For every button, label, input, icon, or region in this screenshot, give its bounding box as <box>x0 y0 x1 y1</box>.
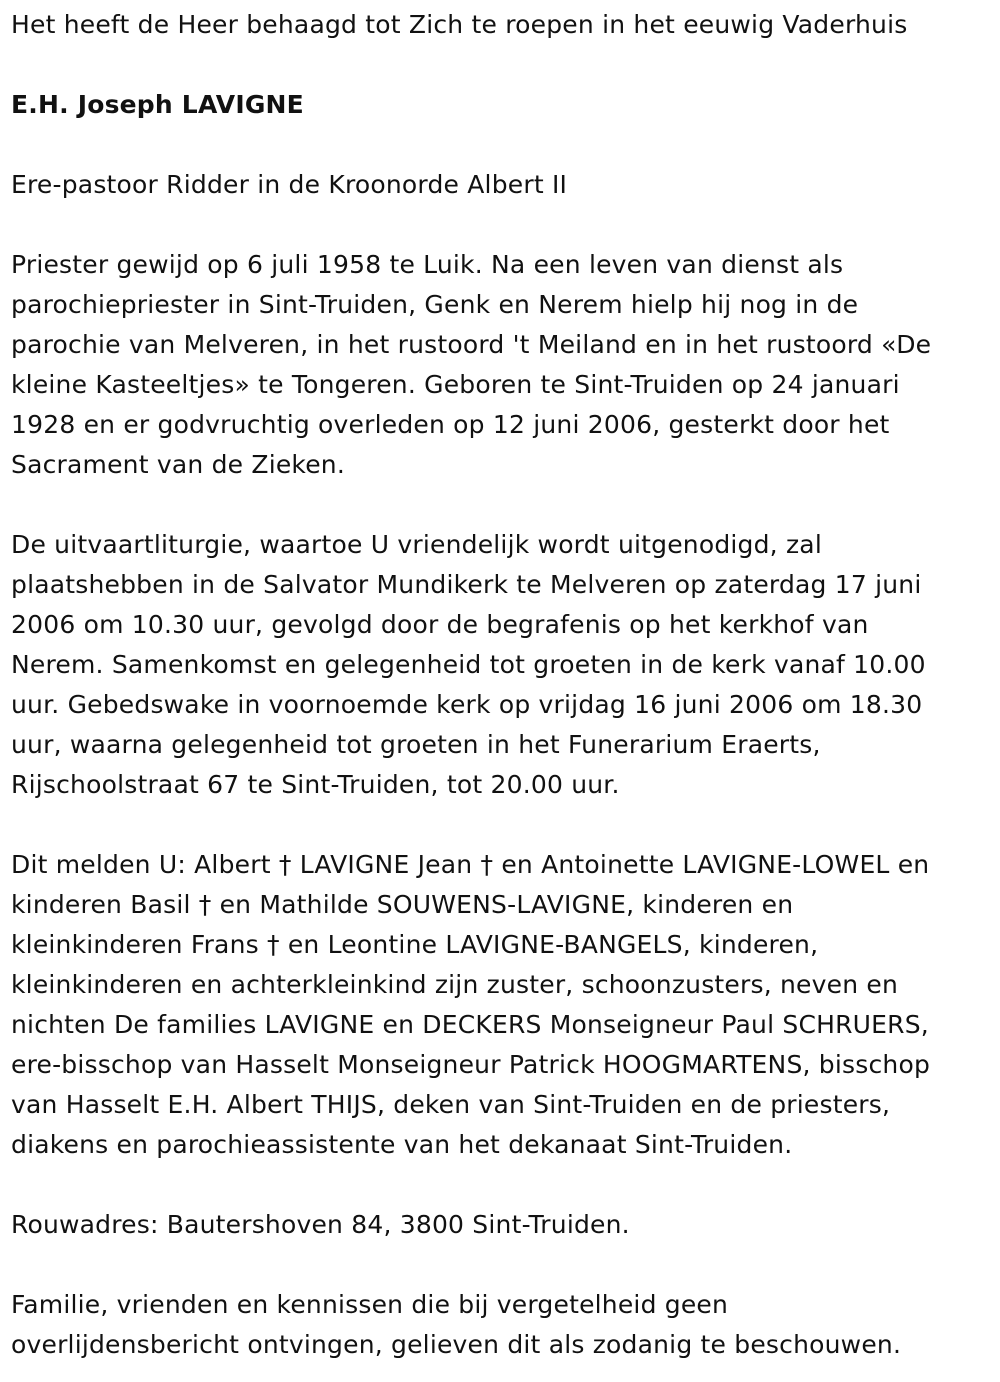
obituary-notice <box>11 5 996 1365</box>
deceased-name: E.H. Joseph LAVIGNE <box>11 90 304 119</box>
funeral-paragraph: De uitvaartliturgie, waartoe U vriendelijk wordt uitgenodigd, zal plaatshebben in de Salvator Mundikerk te Melveren op zaterdag 17 juni 2006 om 10.30 uur, gevolgd door de begrafenis op het kerkhof van Nerem. Samenkomst en gelegenheid tot groeten in de kerk vanaf 10.00 uur. Gebedswake in voornoemde kerk op vrijdag 16 juni 2006 om 18.30 uur, waarna gelegenheid tot groeten in het Funerarium Eraerts, Rijschoolstraat 67 te Sint-Truiden, tot 20.00 uur. <box>11 530 926 799</box>
intro-line: Het heeft de Heer behaagd tot Zich te roepen in het eeuwig Vaderhuis <box>11 10 908 39</box>
closing-paragraph: Familie, vrienden en kennissen die bij vergetelheid geen overlijdensbericht ontvingen, gelieven dit als zodanig te beschouwen. <box>11 1290 902 1359</box>
biography-paragraph: Priester gewijd op 6 juli 1958 te Luik. Na een leven van dienst als parochiepriester in Sint-Truiden, Genk en Nerem hielp hij nog in de parochie van Melveren, in het rustoord 't Meiland en in het rustoord «De kleine Kasteeltjes» te Tongeren. Geboren te Sint-Truiden op 24 januari 1928 en er godvruchtig overleden op 12 juni 2006, gesterkt door het Sacrament van de Zieken. <box>11 250 932 479</box>
announcers-paragraph: Dit melden U: Albert † LAVIGNE Jean † en Antoinette LAVIGNE-LOWEL en kinderen Basil † en Mathilde SOUWENS-LAVIGNE, kinderen en kleinkinderen Frans † en Leontine LAVIGNE-BANGELS, kinderen, kleinkinderen en achterkleinkind zijn zuster, schoonzusters, neven en nichten De families LAVIGNE en DECKERS Monseigneur Paul SCHRUERS, ere-bisschop van Hasselt Monseigneur Patrick HOOGMARTENS, bisschop van Hasselt E.H. Albert THIJS, deken van Sint-Truiden en de priesters, diakens en parochieassistente van het dekanaat Sint-Truiden. <box>11 850 931 1159</box>
mourning-address: Rouwadres: Bautershoven 84, 3800 Sint-Truiden. <box>11 1210 630 1239</box>
deceased-title: Ere-pastoor Ridder in de Kroonorde Albert II <box>11 170 568 199</box>
